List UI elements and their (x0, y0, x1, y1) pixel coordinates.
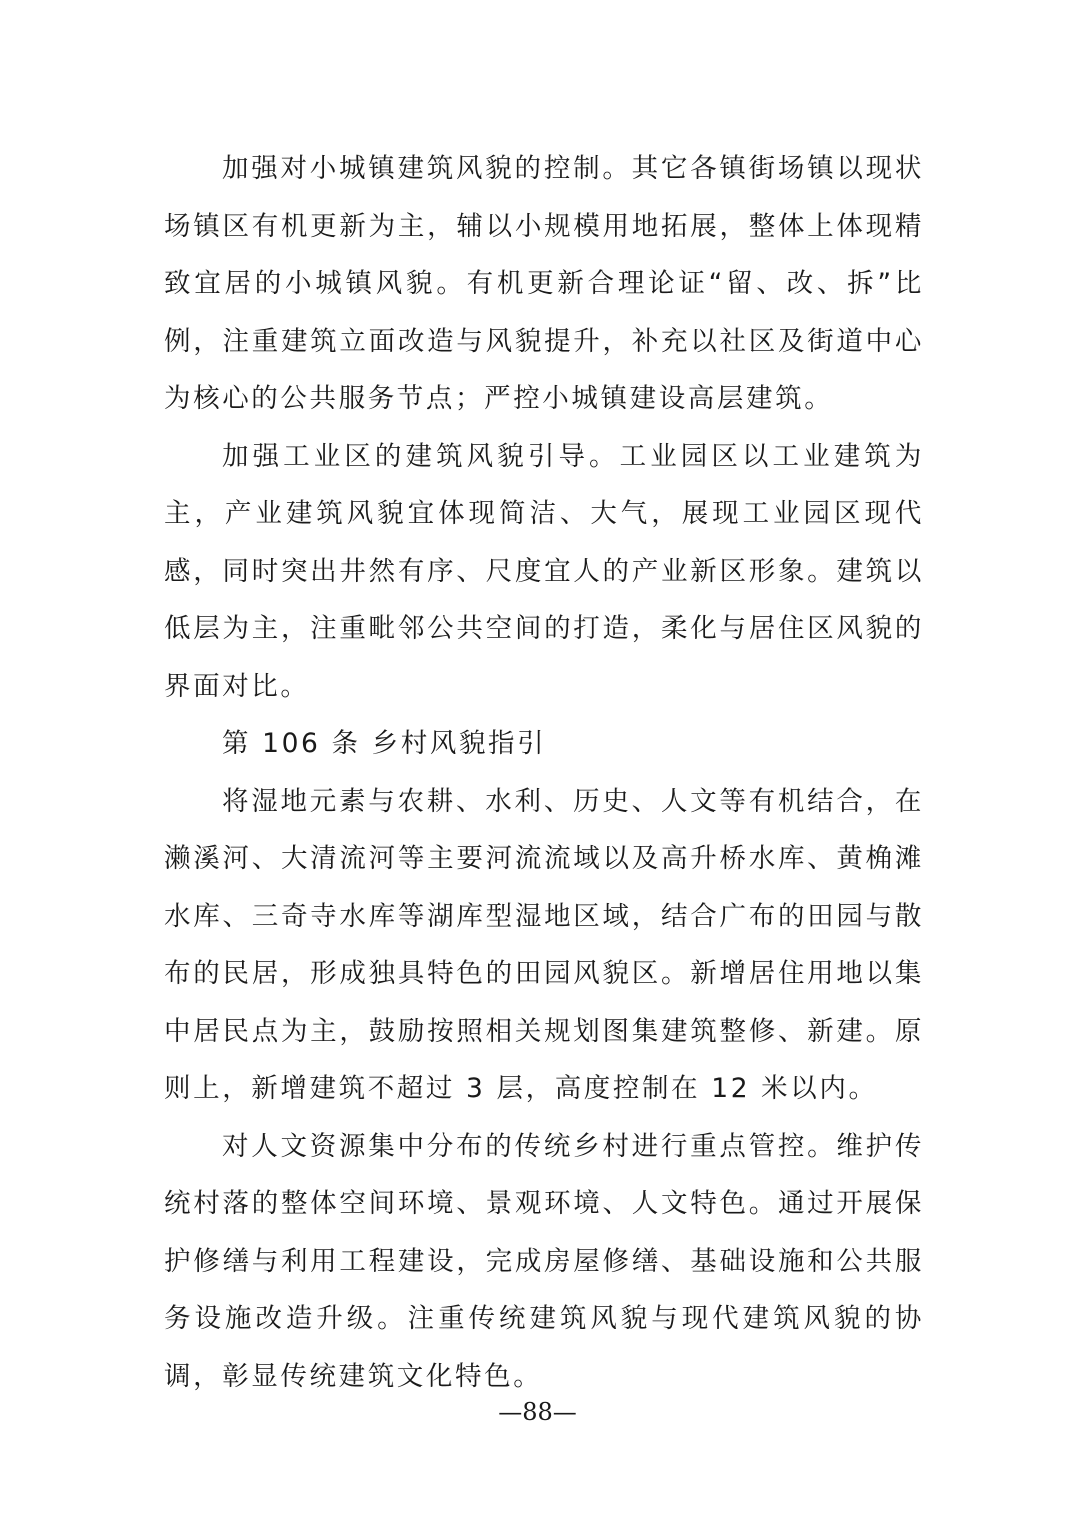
paragraph-industrial-style: 加强工业区的建筑风貌引导。工业园区以工业建筑为主，产业建筑风貌宜体现简洁、大气，展现工业园区现代感，同时突出井然有序、尺度宜人的产业新区形象。建筑以低层为主，注重毗邻公共空间的打造，柔化与居住区风貌的界面对比。 (164, 440, 924, 702)
document-page (164, 140, 924, 1405)
article-heading: 第 106 条 乡村风貌指引 (222, 728, 547, 759)
page-number: —88— (498, 1398, 577, 1426)
paragraph-town-style: 加强对小城镇建筑风貌的控制。其它各镇街场镇以现状场镇区有机更新为主，辅以小规模用地拓展，整体上体现精致宜居的小城镇风貌。有机更新合理论证“留、改、拆”比例，注重建筑立面改造与风貌提升，补充以社区及街道中心为核心的公共服务节点；严控小城镇建设高层建筑。 (164, 153, 924, 414)
paragraph-traditional-village: 对人文资源集中分布的传统乡村进行重点管控。维护传统村落的整体空间环境、景观环境、人文特色。通过开展保护修缮与利用工程建设，完成房屋修缮、基础设施和公共服务设施改造升级。注重传统建筑风貌与现代建筑风貌的协调，彰显传统建筑文化特色。 (164, 1130, 924, 1392)
paragraph-rural-wetland: 将湿地元素与农耕、水利、历史、人文等有机结合，在濑溪河、大清流河等主要河流流域以及高升桥水库、黄桷滩水库、三奇寺水库等湖库型湿地区域，结合广布的田园与散布的民居，形成独具特色的田园风貌区。新增居住用地以集中居民点为主，鼓励按照相关规划图集建筑整修、新建。原则上，新增建筑不超过 3 层，高度控制在 12 米以内。 (164, 785, 924, 1104)
